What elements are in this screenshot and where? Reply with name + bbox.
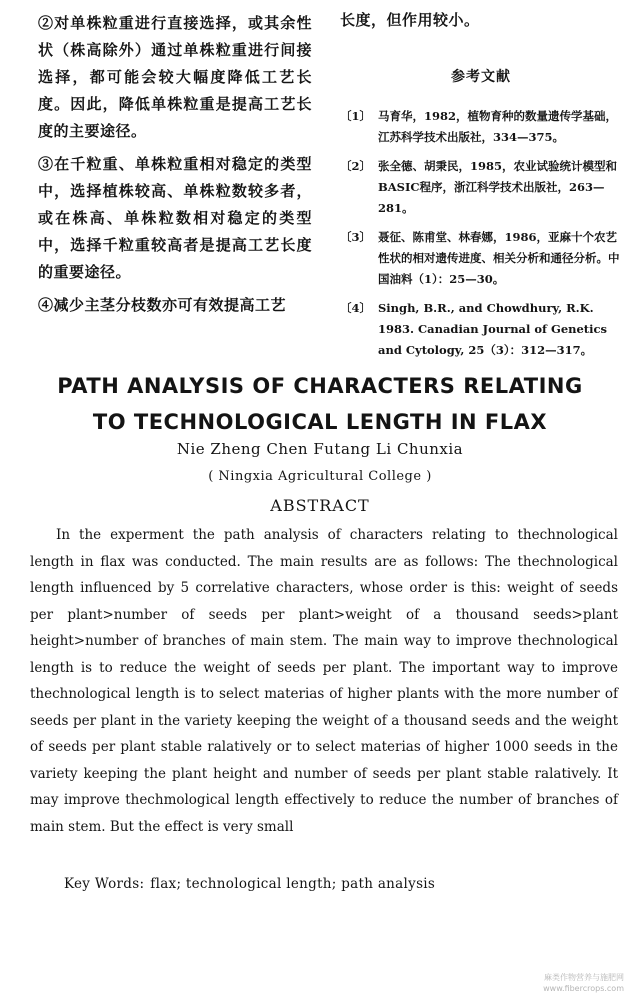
reference-text: Singh, B.R., and Chowdhury, R.K. 1983. Canadian Journal of Genetics and Cytology, 25（3）：312—317。 (378, 301, 607, 357)
paper-title (0, 368, 640, 440)
right-column (340, 10, 622, 369)
watermark (543, 972, 624, 994)
reference-number: 〔1〕 (340, 109, 372, 123)
affiliation: ( Ningxia Agricultural College ) (208, 469, 432, 484)
keywords-value: flax; technological length; path analysis (150, 876, 436, 892)
reference-item (340, 106, 622, 148)
watermark-line-2: www.fibercrops.com (543, 984, 624, 993)
reference-text: 张全德、胡秉民，1985，农业试验统计模型和BASIC程序，浙江科学技术出版社，263—281。 (378, 159, 618, 215)
reference-item (340, 156, 622, 219)
left-column (38, 10, 312, 325)
reference-text: 聂征、陈甫堂、林春娜，1986，亚麻十个农艺性状的相对遗传进度、相关分析和通径分析。中国油料（1）：25—30。 (378, 230, 620, 286)
keywords-label: Key Words: (64, 876, 145, 892)
right-continuation-text: 长度，但作用较小。 (340, 11, 480, 29)
reference-number: 〔4〕 (340, 301, 372, 315)
paper-title-line-2: TO TECHNOLOGICAL LENGTH IN FLAX (92, 410, 548, 434)
left-paragraph: ②对单株粒重进行直接选择，或其余性状（株高除外）通过单株粒重进行间接选择，都可能会较大幅度降低工艺长度。因此，降低单株粒重是提高工艺长度的主要途径。 (38, 14, 312, 140)
reference-item (340, 298, 622, 361)
authors: Nie Zheng Chen Futang Li Chunxia (176, 440, 464, 458)
abstract-body: In the experment the path analysis of characters relating to thechnological length in flax was conducted. The main results are as follows: The thechnological length influenced by 5 correlative characters, whose order is this: weight of seeds per plant>number of seeds per plant>weight of a thousand seeds>plant height>number of branches of main stem. The main way to improve thechnological length is to reduce the weight of seeds per plant. The important way to improve thechnological length is to select materias of higher plants with the more number of seeds per plant in the variety keeping the weight of a thousand seeds and the weight of seeds per plant stable ralatively or to select materias of higher 1000 seeds in the variety keeping the plant height and number of seeds per plant stable ralatively. It may improve thechmological length effectively to reduce the number of branches of main stem. But the effect is very small (30, 527, 618, 835)
reference-text: 马育华，1982，植物育种的数量遗传学基础，江苏科学技术出版社，334—375。 (378, 109, 618, 144)
abstract-heading: ABSTRACT (270, 496, 370, 515)
paper-title-line-1: PATH ANALYSIS OF CHARACTERS RELATING (57, 374, 583, 398)
references-heading: 参考文献 (451, 69, 511, 85)
reference-item (340, 227, 622, 290)
reference-number: 〔2〕 (340, 159, 372, 173)
left-paragraph: ④减少主茎分枝数亦可有效提高工艺 (38, 296, 287, 314)
watermark-line-1: 麻类作物营养与施肥网 (544, 973, 624, 982)
left-paragraph: ③在千粒重、单株粒重相对稳定的类型中，选择植株较高、单株粒数较多者，或在株高、单株粒数相对稳定的类型中，选择千粒重较高者是提高工艺长度的重要途径。 (38, 155, 312, 281)
keywords (64, 876, 435, 892)
reference-number: 〔3〕 (340, 230, 372, 244)
